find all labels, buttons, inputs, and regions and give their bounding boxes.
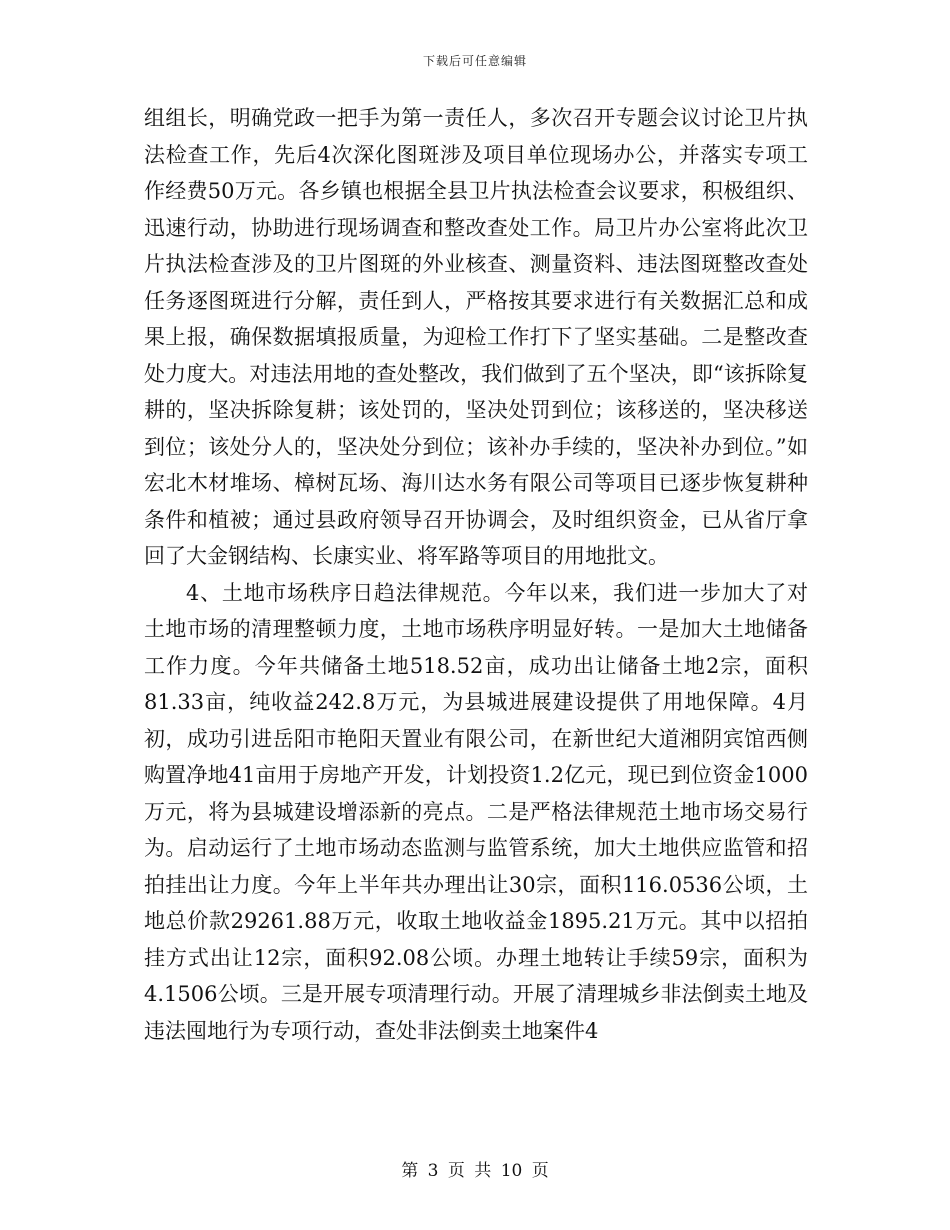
paragraph-land-market: 4、土地市场秩序日趋法律规范。今年以来，我们进一步加大了对土地市场的清理整顿力度，土地市场秩序明显好转。一是加大土地储备工作力度。今年共储备土地518.52亩，成功出让储备土地2宗，面积81.33亩，纯收益242.8万元，为县城进展建设提供了用地保障。4月初，成功引进岳阳市艳阳天置业有限公司，在新世纪大道湘阴宾馆西侧购置净地41亩用于房地产开发，计划投资1.2亿元，现已到位资金1000万元，将为县城建设增添新的亮点。二是严格法律规范土地市场交易行为。启动运行了土地市场动态监测与监管系统，加大土地供应监管和招拍挂出让力度。今年上半年共办理出让30宗，面积116.0536公顷，土地总价款29261.88万元，收取土地收益金1895.21万元。其中以招拍挂方式出让12宗，面积92.08公顷。办理土地转让手续59宗，面积为4.1506公顷。三是开展专项清理行动。开展了清理城乡非法倒卖土地及违法囤地行为专项行动，查处非法倒卖土地案件4 [144, 580, 808, 1043]
document-body [144, 100, 808, 1049]
page-header-note: 下载后可任意编辑 [422, 54, 527, 68]
paragraph-continued: 组组长，明确党政一把手为第一责任人，多次召开专题会议讨论卫片执法检查工作，先后4次深化图斑涉及项目单位现场办公，并落实专项工作经费50万元。各乡镇也根据全县卫片执法检查会议要求，积极组织、迅速行动，协助进行现场调查和整改查处工作。局卫片办公室将此次卫片执法检查涉及的卫片图斑的外业核查、测量资料、违法图斑整改查处任务逐图斑进行分解，责任到人，严格按其要求进行有关数据汇总和成果上报，确保数据填报质量，为迎检工作打下了坚实基础。二是整改查处力度大。对违法用地的查处整改，我们做到了五个坚决，即“该拆除复耕的，坚决拆除复耕；该处罚的，坚决处罚到位；该移送的，坚决移送到位；该处分人的，坚决处分到位；该补办手续的，坚决补办到位。”如宏北木材堆场、樟树瓦场、海川达水务有限公司等项目已逐步恢复耕种条件和植被；通过县政府领导召开协调会，及时组织资金，已从省厅拿回了大金钢结构、长康实业、将军路等项目的用地批文。 [144, 106, 808, 568]
page-number: 第 3 页 共 10 页 [401, 1161, 549, 1181]
